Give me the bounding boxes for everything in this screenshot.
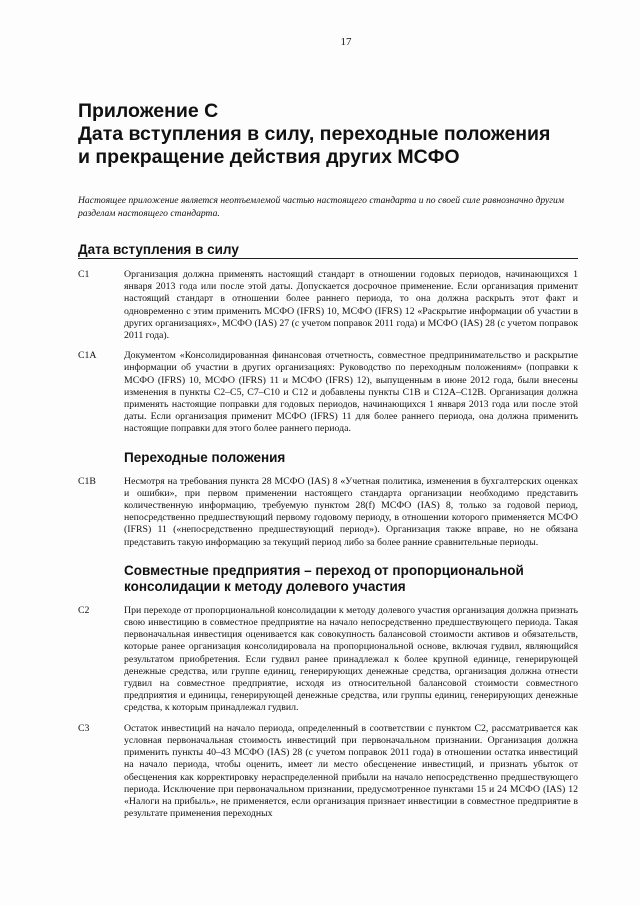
paragraph-text: Организация должна применять настоящий стандарт в отношении годовых периодов, начинающихся 1 января 2013 года или после этой даты. Допускается досрочное применение. Если организация применит настоящий стандарт в отношении более раннего периода, то она должна раскрыть этот факт и одновременно с этим применить МСФО (IFRS) 10, МСФО (IFRS) 12 «Раскрытие информации об участии в других организациях», МСФО (IAS) 27 (с учетом поправок 2011 года) и МСФО (IAS) 28 (с учетом поправок 2011 года). — [124, 269, 578, 342]
heading-line-1: Совместные предприятия – переход от пропорциональной — [124, 562, 524, 578]
paragraph-number: C2 — [78, 604, 90, 616]
section-heading-effective-date: Дата вступления в силу — [78, 242, 578, 259]
paragraph-c1 — [78, 269, 578, 342]
paragraph-text: Остаток инвестиций на начало периода, определенный в соответствии с пунктом C2, рассматривается как условная первоначальная стоимость инвестиций при первоначальном признании. Организация должна применить пункты 40–43 МСФО (IAS) 28 (с учетом поправок 2011 года) в отношении остатка инвестиций на начало периода, чтобы оценить, имеет ли место обесценение инвестиций, и признать убыток от обесценения как корректировку нераспределенной прибыли на начало непосредственно предшествующего периода. Исключение при первоначальном признании, предусмотренное пунктами 15 и 24 МСФО (IAS) 12 «Налоги на прибыль», не применяется, если организация признает инвестиции в совместное предприятие в результате применения переходных — [124, 722, 578, 820]
page-number: 17 — [340, 36, 352, 48]
section-heading-transition: Переходные положения — [124, 449, 286, 465]
paragraph-number: C1 — [78, 269, 90, 280]
title-line-3: и прекращение действия других МСФО — [78, 146, 460, 168]
paragraph-number: C1A — [78, 350, 97, 362]
paragraph-c1a — [78, 350, 578, 435]
paragraph-number: C3 — [78, 722, 90, 734]
paragraph-c2 — [78, 605, 578, 715]
title-line-2: Дата вступления в силу, переходные положения — [78, 123, 551, 145]
title-line-1: Приложение С — [78, 100, 219, 122]
paragraph-text: Документом «Консолидированная финансовая отчетность, совместное предпринимательство и раскрытие информации об участии в других организациях: Руководство по переходным положениям» (поправки к МСФО (IFRS) 10, МСФО (IFRS) 11 и МСФО (IFRS) 12), выпущенным в июне 2012 года, были внесены изменения в пункты C2–C5, C7–C10 и C12 и добавлены пункты C1B и C12A–C12B. Организация должна применять настоящие поправки для годовых периодов, начинающихся 1 января 2013 года или после этой даты. Если организация применит МСФО (IFRS) 11 для более раннего периода, она должна применить настоящие поправки для этого более раннего периода. — [124, 350, 578, 435]
paragraph-text: При переходе от пропорциональной консолидации к методу долевого участия организация должна признать свою инвестицию в совместное предприятие на начало непосредственно предшествующего периода. Такая первоначальная инвестиция оценивается как совокупность балансовой стоимости активов и обязательств, которые ранее организация консолидировала на пропорциональной основе, включая гудвил, являющийся результатом приобретения. Если гудвил ранее принадлежал к более крупной единице, генерирующей денежные средства, или группе единиц, генерирующих денежные средства, организация должна отнести гудвил на совместное предприятие, исходя из относительной балансовой стоимости совместного предприятия и единицы, генерирующей денежные средства, или группы единиц, генерирующих денежные средства, к которым принадлежал гудвил. — [124, 604, 578, 714]
intro-text: Настоящее приложение является неотъемлемой частью настоящего стандарта и по своей силе равнозначно другим разделам настоящего стандарта. — [78, 195, 564, 219]
heading-line-2: консолидации к методу долевого участия — [124, 578, 406, 594]
paragraph-text: Несмотря на требования пункта 28 МСФО (IAS) 8 «Учетная политика, изменения в бухгалтерских оценках и ошибки», при первом применении настоящего стандарта организации необходимо представить количественную информацию, требуемую пунктом 28(f) МСФО (IAS) 8, только за годовой период, непосредственно предшествующий первому годовому периоду, в отношении которого применяется МСФО (IFRS) 11 («непосредственно предшествующий период»). Организация также вправе, но не обязана представить такую информацию за текущий период либо за более ранние сравнительные периоды. — [124, 475, 578, 548]
paragraph-number: C1B — [78, 475, 96, 487]
section-heading-joint-ventures — [124, 563, 578, 595]
paragraph-c3 — [78, 723, 578, 821]
appendix-title — [78, 100, 578, 169]
paragraph-c1b — [78, 476, 578, 549]
